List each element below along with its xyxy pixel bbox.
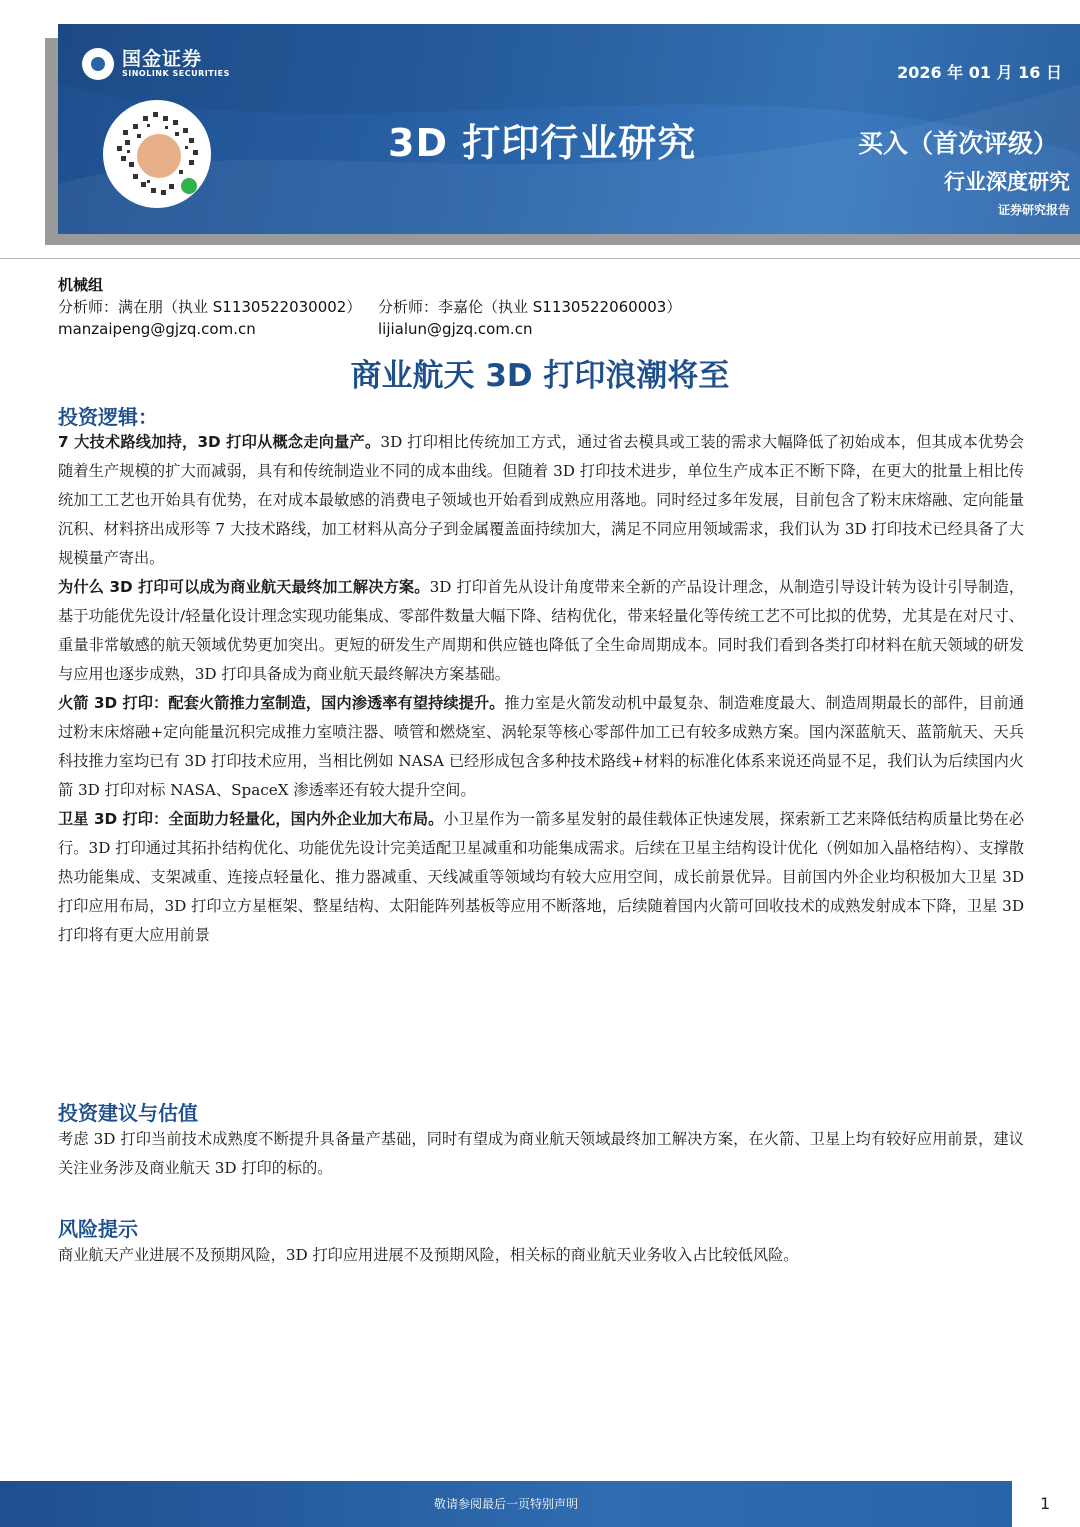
mini-program-qr-code xyxy=(103,100,211,208)
section-heading-advice: 投资建议与估值 xyxy=(58,1101,198,1125)
company-logo xyxy=(82,48,230,80)
paragraph-text: 小卫星作为一箭多星发射的最佳载体正快速发展，探索新工艺来降低结构质量比势在必行。3D 打印通过其拓扑结构优化、功能优先设计完美适配卫星减重和功能集成需求。后续在卫星主结构设计优化（例如加入晶格结构）、支撑散热功能集成、支架减重、连接点轻量化、推力器减重、天线减重等领域均有较大应用空间，成长前景优异。目前国内外企业均积极加大卫星 3D 打印应用布局，3D 打印立方星框架、整星结构、太阳能阵列基板等应用不断落地，后续随着国内火箭可回收技术的成熟发射成本下降，卫星 3D 打印将有更大应用前景 xyxy=(58,810,1024,944)
paragraph xyxy=(58,573,1024,689)
section-heading-logic: 投资逻辑： xyxy=(58,405,158,429)
paragraph xyxy=(58,689,1024,805)
paragraph-lead: 为什么 3D 打印可以成为商业航天最终加工解决方案。 xyxy=(58,578,430,596)
header-banner xyxy=(58,24,1080,234)
analyst-2: 分析师：李嘉伦（执业 S1130522060003） xyxy=(378,298,682,316)
report-subtype: 证券研究报告 xyxy=(997,203,1070,217)
paragraph xyxy=(58,805,1024,950)
paragraph-text: 推力室是火箭发动机中最复杂、制造难度最大、制造周期最长的部件，目前通过粉末床熔融+定向能量沉积完成推力室喷注器、喷管和燃烧室、涡轮泵等核心零部件加工已有较多成熟方案。国内深蓝航天、蓝箭航天、天兵科技推力室均已有 3D 打印技术应用，当相比例如 NASA 已经形成包含多种技术路线+材料的标准化体系来说还尚显不足，我们认为后续国内火箭 3D 打印对标 NASA、SpaceX 渗透率还有较大提升空间。 xyxy=(58,694,1024,799)
research-group: 机械组 xyxy=(58,276,104,294)
analyst-info xyxy=(58,274,682,340)
rating-label: 买入（首次评级） xyxy=(857,129,1058,158)
section-body-advice xyxy=(58,1125,1024,1183)
paragraph-lead: 火箭 3D 打印：配套火箭推力室制造，国内渗透率有望持续提升。 xyxy=(58,694,505,712)
report-type: 行业深度研究 xyxy=(944,170,1070,194)
analyst-1-email[interactable]: manzaipeng@gjzq.com.cn xyxy=(58,320,256,338)
paragraph xyxy=(58,428,1024,573)
section-body-risk xyxy=(58,1241,1024,1270)
logo-text-cn: 国金证券 xyxy=(122,48,203,70)
analyst-2-email[interactable]: lijialun@gjzq.com.cn xyxy=(378,320,533,338)
footer-disclaimer-note: 敬请参阅最后一页特别声明 xyxy=(433,1497,578,1511)
paragraph-text: 考虑 3D 打印当前技术成熟度不断提升具备量产基础，同时有望成为商业航天领域最终加工解决方案，在火箭、卫星上均有较好应用前景，建议关注业务涉及商业航天 3D 打印的标的。 xyxy=(58,1130,1024,1177)
qr-center-badge-icon xyxy=(135,132,183,180)
page-number: 1 xyxy=(1040,1494,1051,1513)
logo-text-en: SINOLINK SECURITIES xyxy=(122,69,230,78)
analyst-1: 分析师：满在朋（执业 S1130522030002） xyxy=(58,298,362,316)
section-body-logic xyxy=(58,428,1024,950)
report-title: 商业航天 3D 打印浪潮将至 xyxy=(350,358,730,394)
report-date: 2026 年 01 月 16 日 xyxy=(897,63,1062,82)
paragraph-text: 商业航天产业进展不及预期风险，3D 打印应用进展不及预期风险，相关标的商业航天业务收入占比较低风险。 xyxy=(58,1246,799,1264)
header-divider xyxy=(0,258,1080,259)
logo-mark-icon xyxy=(82,48,114,80)
paragraph-lead: 7 大技术路线加持，3D 打印从概念走向量产。 xyxy=(58,433,381,451)
industry-title: 3D 打印行业研究 xyxy=(388,121,697,165)
paragraph-lead: 卫星 3D 打印：全面助力轻量化，国内外企业加大布局。 xyxy=(58,810,444,828)
mini-program-icon xyxy=(181,178,197,194)
paragraph-text: 3D 打印首先从设计角度带来全新的产品设计理念，从制造引导设计转为设计引导制造，基于功能优先设计/轻量化设计理念实现功能集成、零部件数量大幅下降、结构优化，带来轻量化等传统工艺不可比拟的优势，尤其是在对尺寸、重量非常敏感的航天领域优势更加突出。更短的研发生产周期和供应链也降低了全生命周期成本。同时我们看到各类打印材料在航天领域的研发与应用也逐步成熟，3D 打印具备成为商业航天最终解决方案基础。 xyxy=(58,578,1025,683)
paragraph-text: 3D 打印相比传统加工方式，通过省去模具或工装的需求大幅降低了初始成本，但其成本优势会随着生产规模的扩大而减弱，具有和传统制造业不同的成本曲线。但随着 3D 打印技术进步，单位生产成本正不断下降，在更大的批量上相比传统加工工艺也开始具有优势，在对成本最敏感的消费电子领域也开始看到成熟应用落地。同时经过多年发展，目前包含了粉末床熔融、定向能量沉积、材料挤出成形等 7 大技术路线，加工材料从高分子到金属覆盖面持续加大，满足不同应用领域需求，我们认为 3D 打印技术已经具备了大规模量产寄出。 xyxy=(58,433,1024,567)
section-heading-risk: 风险提示 xyxy=(58,1217,138,1241)
